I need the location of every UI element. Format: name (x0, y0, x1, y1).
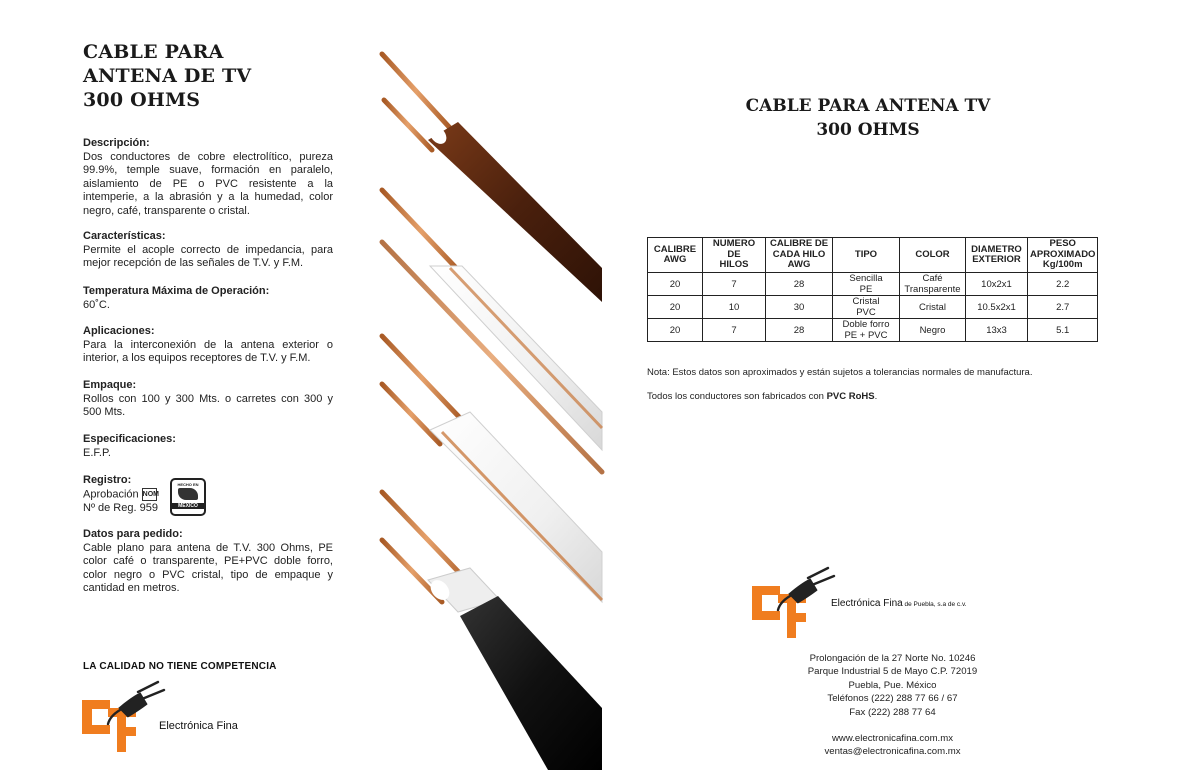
nom-icon: NOM (142, 488, 157, 501)
slogan: LA CALIDAD NO TIENE COMPETENCIA (83, 661, 277, 672)
left-title-line: ANTENA DE TV (83, 65, 252, 87)
company-logo-icon (80, 680, 170, 752)
logo-text-main: Electrónica Fina (831, 598, 903, 609)
logo-text (831, 598, 967, 609)
header-diametro: DIAMETRO EXTERIOR (966, 238, 1028, 273)
cell: Sencilla PE (833, 273, 900, 296)
header-numero-hilos: NUMERO DE HILOS (703, 238, 766, 273)
table-row (648, 296, 1098, 319)
section-heading: Aplicaciones: (83, 325, 155, 337)
cell: 7 (703, 319, 766, 342)
email-link[interactable]: ventas@electronicafina.com.mx (824, 746, 961, 758)
section-empaque (83, 379, 333, 420)
badge-top-text: HECHO EN (177, 482, 199, 487)
section-descripcion (83, 137, 333, 219)
cell: Negro (900, 319, 966, 342)
table-row (648, 319, 1098, 342)
cell: 20 (648, 319, 703, 342)
cell: 20 (648, 296, 703, 319)
section-aplicaciones (83, 325, 333, 366)
section-text: Rollos con 100 y 300 Mts. o carretes con 300 y 500 Mts. (83, 392, 333, 419)
section-text: Permite el acople correcto de impedancia, para mejor recepción de las señales de T.V. y F.M. (83, 243, 333, 270)
address-line: Puebla, Pue. México (848, 679, 937, 691)
left-title-line: 300 OHMS (83, 89, 201, 111)
section-text: Para la interconexión de la antena exterior o interior, a los equipos receptores de T.V. y F.M. (83, 338, 333, 365)
hecho-en-mexico-icon (170, 478, 206, 516)
cell: Cristal PVC (833, 296, 900, 319)
cable-illustration (370, 40, 605, 770)
section-heading: Empaque: (83, 379, 137, 391)
company-logo-icon (750, 566, 840, 638)
cell: 28 (766, 273, 833, 296)
white-cable (382, 336, 602, 602)
right-title-line: CABLE PARA ANTENA TV (745, 96, 991, 116)
section-heading: Descripción: (83, 137, 150, 149)
eagle-icon (178, 488, 198, 500)
section-heading: Características: (83, 230, 166, 242)
cell: Doble forro PE + PVC (833, 319, 900, 342)
header-tipo: TIPO (833, 238, 900, 273)
brown-cable (382, 54, 602, 302)
cell: 7 (703, 273, 766, 296)
cell: 5.1 (1028, 319, 1098, 342)
table-header-row (648, 238, 1098, 273)
cell: 2.7 (1028, 296, 1098, 319)
website-link[interactable]: www.electronicafina.com.mx (831, 733, 954, 745)
left-title-line: CABLE PARA (83, 41, 224, 63)
address-block (780, 652, 1005, 759)
section-text: 60˚C. (83, 298, 110, 311)
logo-text-small: de Puebla, s.a de c.v. (902, 601, 967, 608)
section-heading: Temperatura Máxima de Operación: (83, 285, 270, 297)
address-line: Parque Industrial 5 de Mayo C.P. 72019 (807, 666, 978, 678)
cell: Café Transparente (900, 273, 966, 296)
section-especificaciones (83, 433, 333, 460)
cell: 30 (766, 296, 833, 319)
cell: 13x3 (966, 319, 1028, 342)
section-registro (83, 474, 333, 515)
cell: Cristal (900, 296, 966, 319)
rohs-bold: PVC RoHS (826, 391, 875, 402)
section-text: E.F.P. (83, 446, 111, 459)
cell: 10.5x2x1 (966, 296, 1028, 319)
address-line: Prolongación de la 27 Norte No. 10246 (809, 653, 976, 664)
cell: 2.2 (1028, 273, 1098, 296)
note-text: Nota: Estos datos son aproximados y están sujetos a tolerancias normales de manufactura. (647, 367, 1033, 378)
cell: 28 (766, 319, 833, 342)
section-heading: Especificaciones: (83, 433, 176, 445)
section-caracteristicas (83, 230, 333, 271)
address-line: Fax (222) 288 77 64 (849, 706, 936, 718)
right-title (640, 94, 1096, 142)
section-text: Cable plano para antena de T.V. 300 Ohms, PE color café o transparente, PE+PVC doble forro, color negro o PVC cristal, tipo de empaque y cantidad en metros. (83, 541, 333, 595)
cell: 10x2x1 (966, 273, 1028, 296)
badge-bottom-text: MÉXICO (172, 503, 204, 509)
right-title-line: 300 OHMS (816, 120, 920, 140)
section-text: Dos conductores de cobre electrolítico, pureza 99.9%, temple suave, formación en paralelo, aislamiento de PE o PVC resistente a la intemperie, a la abrasión y a la humedad, color negro, café, transparente o cristal. (83, 150, 333, 217)
registro-line-2: Nº de Reg. 959 (83, 501, 158, 514)
header-color: COLOR (900, 238, 966, 273)
address-line: Teléfonos (222) 288 77 66 / 67 (827, 693, 958, 705)
aprobacion-label: Aprobación (83, 488, 139, 500)
header-calibre-hilo: CALIBRE DE CADA HILO AWG (766, 238, 833, 273)
section-heading: Datos para pedido: (83, 528, 183, 540)
section-pedido (83, 528, 333, 596)
registro-line-1 (83, 488, 333, 502)
spec-table (647, 237, 1098, 342)
header-peso: PESO APROXIMADO Kg/100m (1028, 238, 1098, 273)
section-temperatura (83, 285, 333, 312)
left-title (83, 40, 251, 112)
clear-cable (382, 190, 602, 472)
cell: 10 (703, 296, 766, 319)
rohs-note: Todos los conductores son fabricados con PVC RoHS. (647, 391, 878, 402)
header-calibre: CALIBRE AWG (648, 238, 703, 273)
section-heading: Registro: (83, 474, 132, 486)
table-row (648, 273, 1098, 296)
cell: 20 (648, 273, 703, 296)
logo-text: Electrónica Fina (159, 720, 238, 732)
